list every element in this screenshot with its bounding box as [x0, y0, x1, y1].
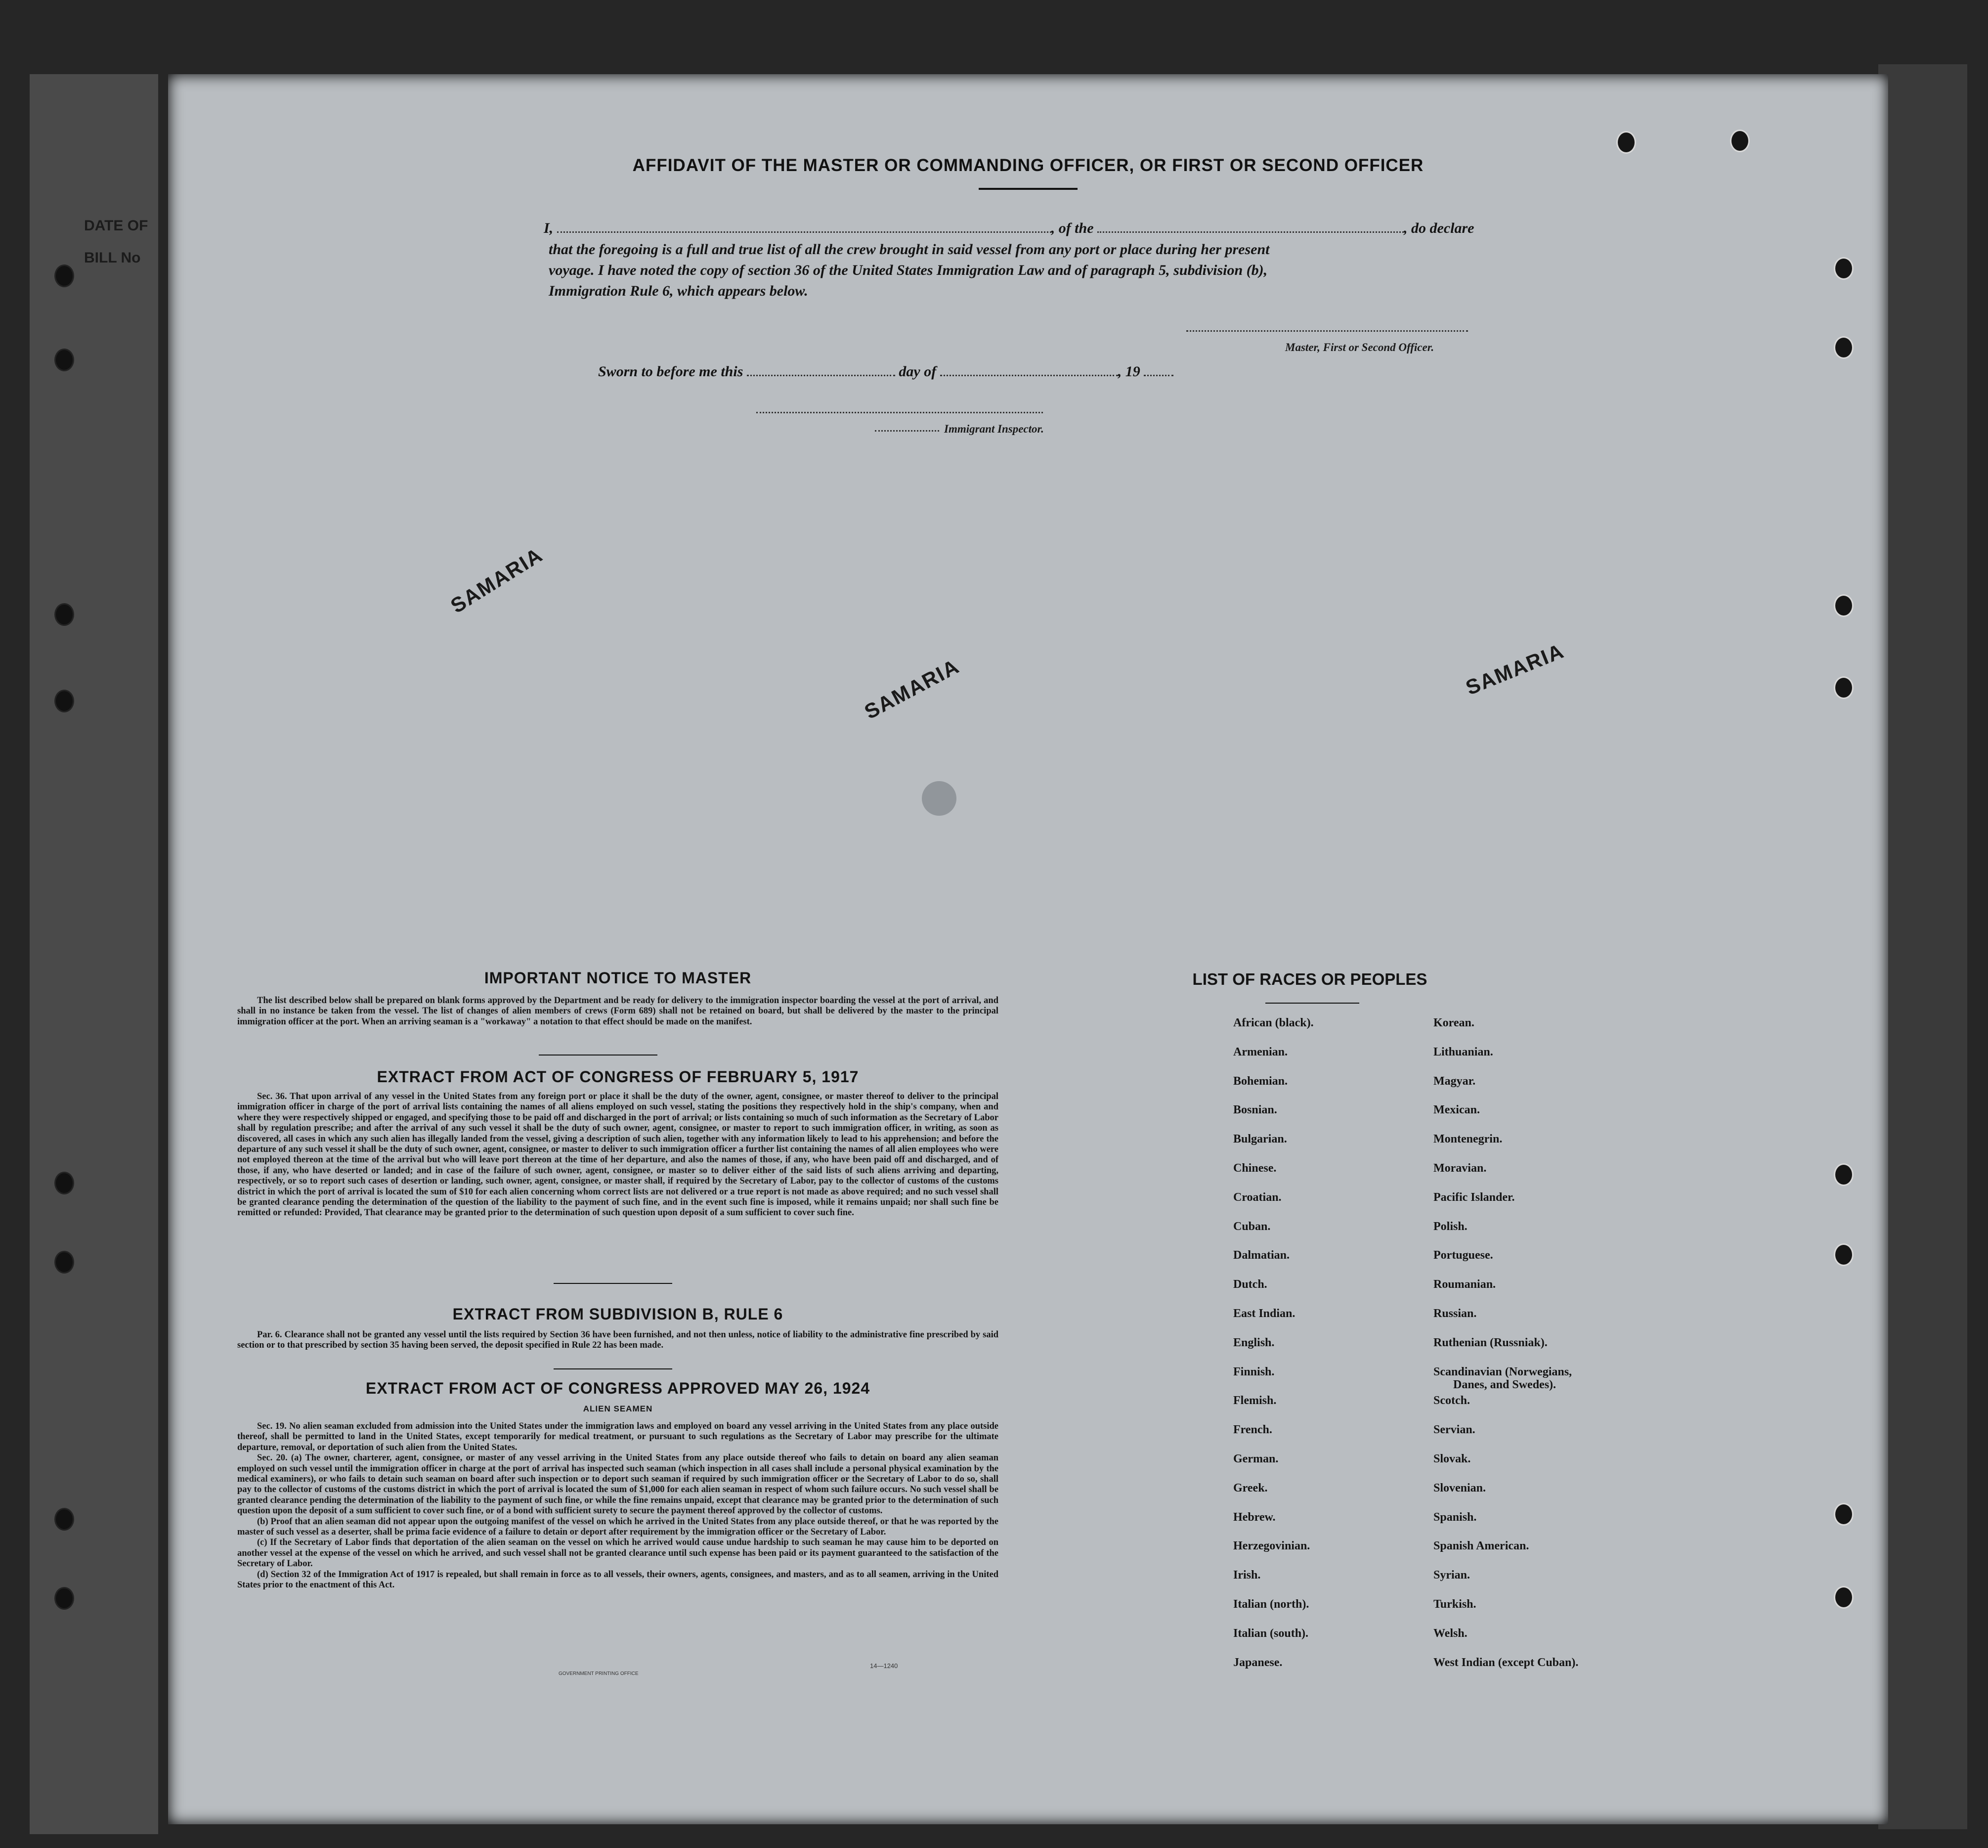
notice-paragraph: The list described below shall be prepared on blank forms approved by the Department and be ready for delivery to the immigration inspector boarding the vessel at the port of arrival, and shall in no instance be taken from the vessel. The list of changes of alien members of crews (Form 689) shall not be retained on board, but shall be delivered by the master to the principal immigration officer at the port. When an arriving seaman is a "workaway" a notation to that effect should be made on the manifest. — [237, 996, 998, 1027]
race-item: Armenian. — [1233, 1045, 1288, 1058]
binding-hole — [54, 1172, 74, 1194]
race-item: Moravian. — [1433, 1162, 1487, 1175]
race-item: Herzegovinian. — [1233, 1540, 1310, 1553]
binding-hole — [54, 603, 74, 626]
scan-backing-left — [30, 74, 158, 1834]
binding-hole — [1616, 131, 1636, 154]
races-title: LIST OF RACES OR PEOPLES — [1192, 970, 1427, 988]
ship-name-stamp: SAMARIA — [446, 543, 547, 618]
race-item: Cuban. — [1233, 1220, 1271, 1233]
race-item: Lithuanian. — [1433, 1045, 1493, 1058]
affidavit-title: AFFIDAVIT OF THE MASTER OR COMMANDING OFFICER, OR FIRST OR SECOND OFFICER — [632, 156, 1424, 175]
race-item: Polish. — [1433, 1220, 1468, 1233]
left-tab-date: DATE OF — [84, 218, 148, 234]
binding-hole — [1730, 130, 1750, 152]
race-item: Dalmatian. — [1233, 1249, 1290, 1262]
inspector-prefix-line — [875, 430, 939, 432]
day-of-label: day of — [899, 363, 937, 380]
race-item: Bosnian. — [1233, 1103, 1277, 1117]
race-item: Slovenian. — [1433, 1481, 1486, 1495]
race-item: Dutch. — [1233, 1278, 1267, 1291]
binding-hole — [54, 264, 74, 287]
affidavit-of-the: , of the — [1051, 220, 1094, 236]
binding-hole — [1834, 1586, 1854, 1609]
extract-1917-title: EXTRACT FROM ACT OF CONGRESS OF FEBRUARY 5, 1917 — [377, 1068, 859, 1086]
affidavit-do-declare: , do declare — [1404, 220, 1474, 236]
binding-hole — [54, 1508, 74, 1531]
sec20a-paragraph: Sec. 20. (a) The owner, charterer, agent, consignee, or master of any vessel arriving in the United States from any place outside thereof who fails to detain on board any alien seaman employed on such vessel until the immigration officer in charge at the port of arrival has inspected such seaman (which inspection in all cases shall include a personal physical examination by the medical examiners), or who fails to detain such seaman on board after such inspection or to deport such seaman if required by such immigration officer or the Secretary of Labor to do so, shall pay to the collector of customs of the customs district in which the port of arrival is located the sum of $1,000 for each alien seaman in respect of whom such failure occurs. No such vessel shall be granted clearance pending the determination of the liability to the payment of such fine, or while the fine remains unpaid, except that clearance may be granted prior to the determination of such question upon the deposit of a sum sufficient to cover such fine, or of a bond with sufficient surety to secure the payment thereof approved by the collector of customs. — [237, 1453, 998, 1516]
sworn-label: Sworn to before me this — [598, 363, 743, 380]
race-item: Flemish. — [1233, 1394, 1277, 1408]
name-blank — [557, 220, 1051, 233]
rule6-paragraph: Par. 6. Clearance shall not be granted any vessel until the lists required by Section 36 have been furnished, and not then unless, notice of liability to the administrative fine prescribed by said section or to that prescribed by section 35 having been served, the deposit specified in Rule 22 has been made. — [237, 1330, 998, 1351]
extract-1924-title: EXTRACT FROM ACT OF CONGRESS APPROVED MAY 26, 1924 — [365, 1379, 870, 1397]
binding-hole — [1834, 336, 1854, 359]
race-item: Irish. — [1233, 1569, 1261, 1582]
race-item: Russian. — [1433, 1307, 1477, 1320]
affidavit-i-label: I, — [544, 220, 554, 236]
race-item: West Indian (except Cuban). — [1433, 1656, 1579, 1669]
binding-hole — [1834, 1243, 1854, 1266]
left-tab-bill: BILL No — [84, 250, 141, 266]
inspector-label: Immigrant Inspector. — [944, 423, 1044, 435]
affidavit-line-2: that the foregoing is a full and true list of all the crew brought in said vessel from any port or place during her present — [549, 241, 1270, 258]
signature-line — [1186, 330, 1468, 332]
vessel-blank — [1097, 220, 1404, 233]
race-item: Finnish. — [1233, 1365, 1275, 1378]
extract-1924-body — [237, 1421, 998, 1591]
race-item: Korean. — [1433, 1016, 1474, 1029]
sworn-year-blank — [1144, 364, 1173, 376]
race-item: Montenegrin. — [1433, 1133, 1503, 1146]
race-item: Spanish. — [1433, 1510, 1477, 1524]
race-item: Scotch. — [1433, 1394, 1470, 1408]
race-item: Japanese. — [1233, 1656, 1283, 1669]
printer-imprint: GOVERNMENT PRINTING OFFICE — [559, 1671, 639, 1676]
sec20d-paragraph: (d) Section 32 of the Immigration Act of 1917 is repealed, but shall remain in force as to all vessels, their owners, agents, consignees, and masters, and as to all seamen, arriving in the United States prior to the enactment of this Act. — [237, 1569, 998, 1590]
notice-title: IMPORTANT NOTICE TO MASTER — [484, 969, 752, 987]
affidavit-line-4: Immigration Rule 6, which appears below. — [549, 283, 808, 299]
race-item: Portuguese. — [1433, 1249, 1493, 1262]
divider-rule — [539, 1055, 657, 1056]
race-item: Chinese. — [1233, 1162, 1277, 1175]
sec20b-paragraph: (b) Proof that an alien seaman did not appear upon the outgoing manifest of the vessel on which he arrived in the United States from any place outside thereof, or that he was reported by the master of such vessel as a deserter, shall be prima facie evidence of a failure to detain or deport after requirement by the immigration officer or the Secretary of Labor. — [237, 1516, 998, 1538]
title-underline — [979, 188, 1078, 190]
divider-rule — [554, 1368, 672, 1369]
sworn-day-blank — [747, 364, 895, 376]
race-item: Servian. — [1433, 1423, 1475, 1437]
extract-1917-body — [237, 1092, 998, 1219]
race-item: Danes, and Swedes). — [1453, 1378, 1556, 1391]
race-item: African (black). — [1233, 1016, 1314, 1029]
sec19-paragraph: Sec. 19. No alien seaman excluded from admission into the United States under the immigration laws and employed on board any vessel arriving in the United States from any place outside thereof, shall be permitted to land in the United States, except temporarily for medical treatment, or pursuant to such regulations as the Secretary of Labor may prescribe for the ultimate departure, removal, or deportation of such alien from the United States. — [237, 1421, 998, 1452]
races-title-underline — [1265, 1003, 1359, 1004]
race-item: Turkish. — [1433, 1598, 1476, 1611]
race-item: Italian (south). — [1233, 1627, 1309, 1640]
race-item: English. — [1233, 1336, 1275, 1349]
race-item: Bulgarian. — [1233, 1133, 1287, 1146]
sworn-line — [598, 363, 1173, 380]
race-item: Italian (north). — [1233, 1598, 1309, 1611]
binding-hole — [1834, 594, 1854, 617]
race-item: Spanish American. — [1433, 1540, 1529, 1553]
binding-hole — [1834, 1503, 1854, 1526]
race-item: Bohemian. — [1233, 1074, 1288, 1088]
race-item: East Indian. — [1233, 1307, 1296, 1320]
signer-label: Master, First or Second Officer. — [1285, 341, 1434, 353]
binding-hole — [54, 1251, 74, 1274]
sec20c-paragraph: (c) If the Secretary of Labor finds that deportation of the alien seaman on the vessel on which he arrived would cause undue hardship to such seaman he may cause him to be deported on another vessel at the expense of the vessel on which he arrived, and such vessel shall not be granted clearance until such expense has been paid or its payment guaranteed to the satisfaction of the Secretary of Labor. — [237, 1538, 998, 1569]
race-item: Slovak. — [1433, 1452, 1471, 1465]
binding-hole — [54, 1587, 74, 1610]
scan-backing-right — [1878, 64, 1967, 1829]
race-item: Greek. — [1233, 1481, 1268, 1495]
race-item: Scandinavian (Norwegians, — [1433, 1365, 1572, 1378]
ship-name-stamp: SAMARIA — [1462, 639, 1567, 700]
year-prefix: , 19 — [1118, 363, 1140, 380]
race-item: Ruthenian (Russniak). — [1433, 1336, 1548, 1349]
race-item: Roumanian. — [1433, 1278, 1496, 1291]
binding-hole — [1834, 676, 1854, 699]
race-item: German. — [1233, 1452, 1279, 1465]
binding-hole — [54, 690, 74, 712]
rule6-title: EXTRACT FROM SUBDIVISION B, RULE 6 — [452, 1305, 783, 1323]
race-item: French. — [1233, 1423, 1272, 1437]
sworn-month-blank — [940, 364, 1118, 376]
race-item: Welsh. — [1433, 1627, 1468, 1640]
binding-hole — [1834, 257, 1854, 280]
alien-seamen-subtitle: ALIEN SEAMEN — [583, 1404, 653, 1413]
race-item: Syrian. — [1433, 1569, 1470, 1582]
binding-hole — [54, 349, 74, 371]
notice-body — [237, 996, 998, 1027]
extract-1917-paragraph: Sec. 36. That upon arrival of any vessel in the United States from any foreign port or place it shall be the duty of the owner, agent, consignee, or master thereof to deliver to the principal immigration officer in charge of the port of arrival lists containing the names of all aliens employed on such vessel, stating the positions they respectively hold in the ship's company, when and where they were respectively shipped or engaged, and specifying those to be paid off and discharged in the port of arrival; or lists containing so much of such information as the Secretary of Labor shall by regulation prescribe; and after the arrival of any such vessel it shall be the duty of such owner, agent, consignee, or master to report to such immigration officer, in writing, as soon as discovered, all cases in which any such alien has illegally landed from the vessel, giving a description of such alien, together with any information likely to lead to his apprehension; and before the departure of any such vessel it shall be the duty of such owner, agent, consignee, or master to deliver to such immigration officer a further list containing the names of all alien employees who were not employed thereon at the time of the arrival but who will leave port thereon at the time of her departure, and also the names of those, if any, who have been paid off and discharged, and of those, if any, who have deserted or landed; and in case of the failure of such owner, agent, consignee, or master so to deliver either of the said lists of such aliens arriving and departing, respectively, or so to report such cases of desertion or landing, such owner, agent, consignee, or master shall, if required by the Secretary of Labor, pay to the collector of customs of the customs district in which the port of arrival is located the sum of $10 for each alien concerning whom correct lists are not delivered or a true report is not made as above required; and no such vessel shall be granted clearance pending the determination of the question of the liability to the payment of such fine, and in the event such fine is imposed, while it remains unpaid; nor shall such fine be remitted or refunded: Provided, That clearance may be granted prior to the determination of such question upon deposit of a sum sufficient to cover such fine. — [237, 1092, 998, 1218]
ink-smudge — [922, 781, 956, 816]
binding-hole — [1834, 1163, 1854, 1186]
rule6-body — [237, 1330, 998, 1351]
affidavit-line-3: voyage. I have noted the copy of section 36 of the United States Immigration Law and of paragraph 5, subdivision (b), — [549, 262, 1268, 278]
divider-rule — [554, 1283, 672, 1284]
race-item: Mexican. — [1433, 1103, 1480, 1117]
race-item: Croatian. — [1233, 1190, 1282, 1204]
race-item: Magyar. — [1433, 1074, 1476, 1088]
race-item: Hebrew. — [1233, 1510, 1276, 1524]
race-item: Pacific Islander. — [1433, 1190, 1515, 1204]
form-number: 14—1240 — [870, 1662, 898, 1670]
affidavit-line-1 — [544, 220, 1474, 237]
inspector-signature-line — [756, 412, 1043, 413]
ship-name-stamp: SAMARIA — [861, 654, 963, 724]
manifest-sheet — [168, 74, 1888, 1824]
